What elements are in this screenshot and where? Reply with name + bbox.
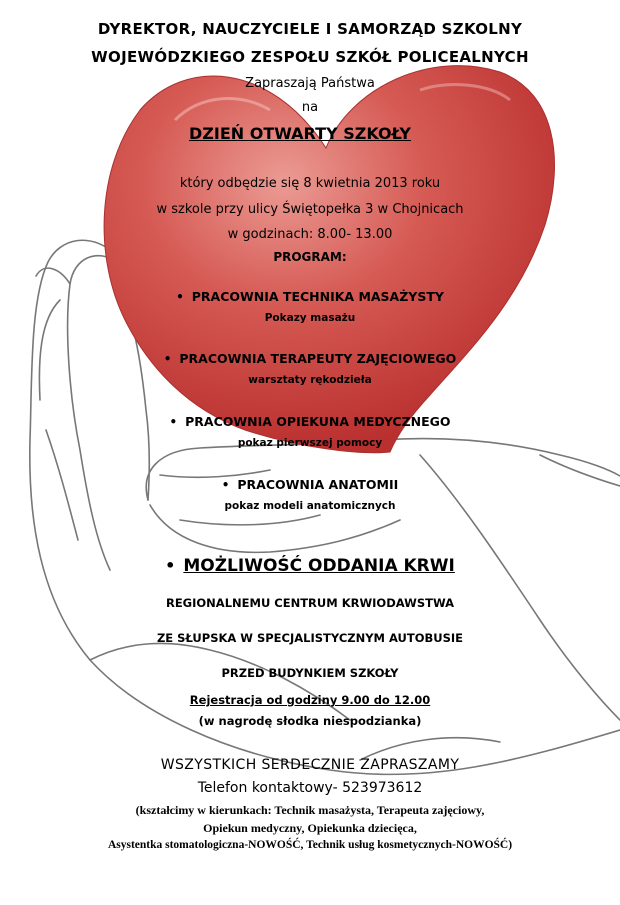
invite-line-2: na xyxy=(301,100,319,115)
invite-line-1: Zapraszają Państwa xyxy=(245,76,375,91)
program-item-2-subtitle: warsztaty rękodzieła xyxy=(248,374,372,386)
program-item-title: PRACOWNIA TECHNIKA MASAŻYSTY xyxy=(191,289,444,304)
blood-headline-text: MOŻLIWOŚĆ ODDANIA KRWI xyxy=(183,556,455,576)
courses-line-3: Asystentka stomatologiczna-NOWOŚĆ, Technik usług kosmetycznych-NOWOŚĆ) xyxy=(107,839,513,851)
program-item-2 xyxy=(0,353,620,366)
program-item-4-subtitle: pokaz modeli anatomicznych xyxy=(224,500,396,512)
bullet-icon: • xyxy=(221,478,230,492)
blood-headline xyxy=(0,558,620,575)
blood-line-2: ZE SŁUPSKA W SPECJALISTYCZNYM AUTOBUSIE xyxy=(156,631,464,645)
blood-line-1: REGIONALNEMU CENTRUM KRWIODAWSTWA xyxy=(165,596,455,610)
program-item-3-subtitle: pokaz pierwszej pomocy xyxy=(237,437,383,449)
program-label: PROGRAM: xyxy=(273,250,347,264)
place-line: w szkole przy ulicy Świętopełka 3 w Chojnicach xyxy=(156,202,464,217)
program-item-title: PRACOWNIA ANATOMII xyxy=(237,477,399,492)
reward-line: (w nagrodę słodka niespodzianka) xyxy=(198,714,422,728)
program-item-title: PRACOWNIA TERAPEUTY ZAJĘCIOWEGO xyxy=(179,351,457,366)
bullet-icon: • xyxy=(169,415,178,429)
phone-line: Telefon kontaktowy- 523973612 xyxy=(197,780,423,796)
program-item-3 xyxy=(0,416,620,429)
courses-line-2: Opiekun medyczny, Opiekunka dziecięca, xyxy=(203,821,417,835)
header-line-1: DYREKTOR, NAUCZYCIELE I SAMORZĄD SZKOLNY xyxy=(97,20,523,38)
hours-line: w godzinach: 8.00- 13.00 xyxy=(227,227,393,242)
program-item-4 xyxy=(0,479,620,492)
header-line-2: WOJEWÓDZKIEGO ZESPOŁU SZKÓŁ POLICEALNYCH xyxy=(91,48,529,66)
program-item-title: PRACOWNIA OPIEKUNA MEDYCZNEGO xyxy=(185,414,451,429)
registration-line: Rejestracja od godziny 9.00 do 12.00 xyxy=(189,693,431,707)
courses-line-1: (kształcimy w kierunkach: Technik masażysta, Terapeuta zajęciowy, xyxy=(135,803,485,817)
event-title: DZIEŃ OTWARTY SZKOŁY xyxy=(189,124,411,143)
bullet-icon: • xyxy=(163,352,172,366)
date-line: który odbędzie się 8 kwietnia 2013 roku xyxy=(179,176,441,191)
bullet-icon: • xyxy=(176,290,184,304)
bullet-icon: • xyxy=(165,556,176,575)
blood-line-3: PRZED BUDYNKIEM SZKOŁY xyxy=(221,666,399,680)
program-item-1-subtitle: Pokazy masażu xyxy=(264,312,356,324)
program-item-1 xyxy=(0,291,620,304)
welcome-line: WSZYSTKICH SERDECZNIE ZAPRASZAMY xyxy=(160,757,460,773)
